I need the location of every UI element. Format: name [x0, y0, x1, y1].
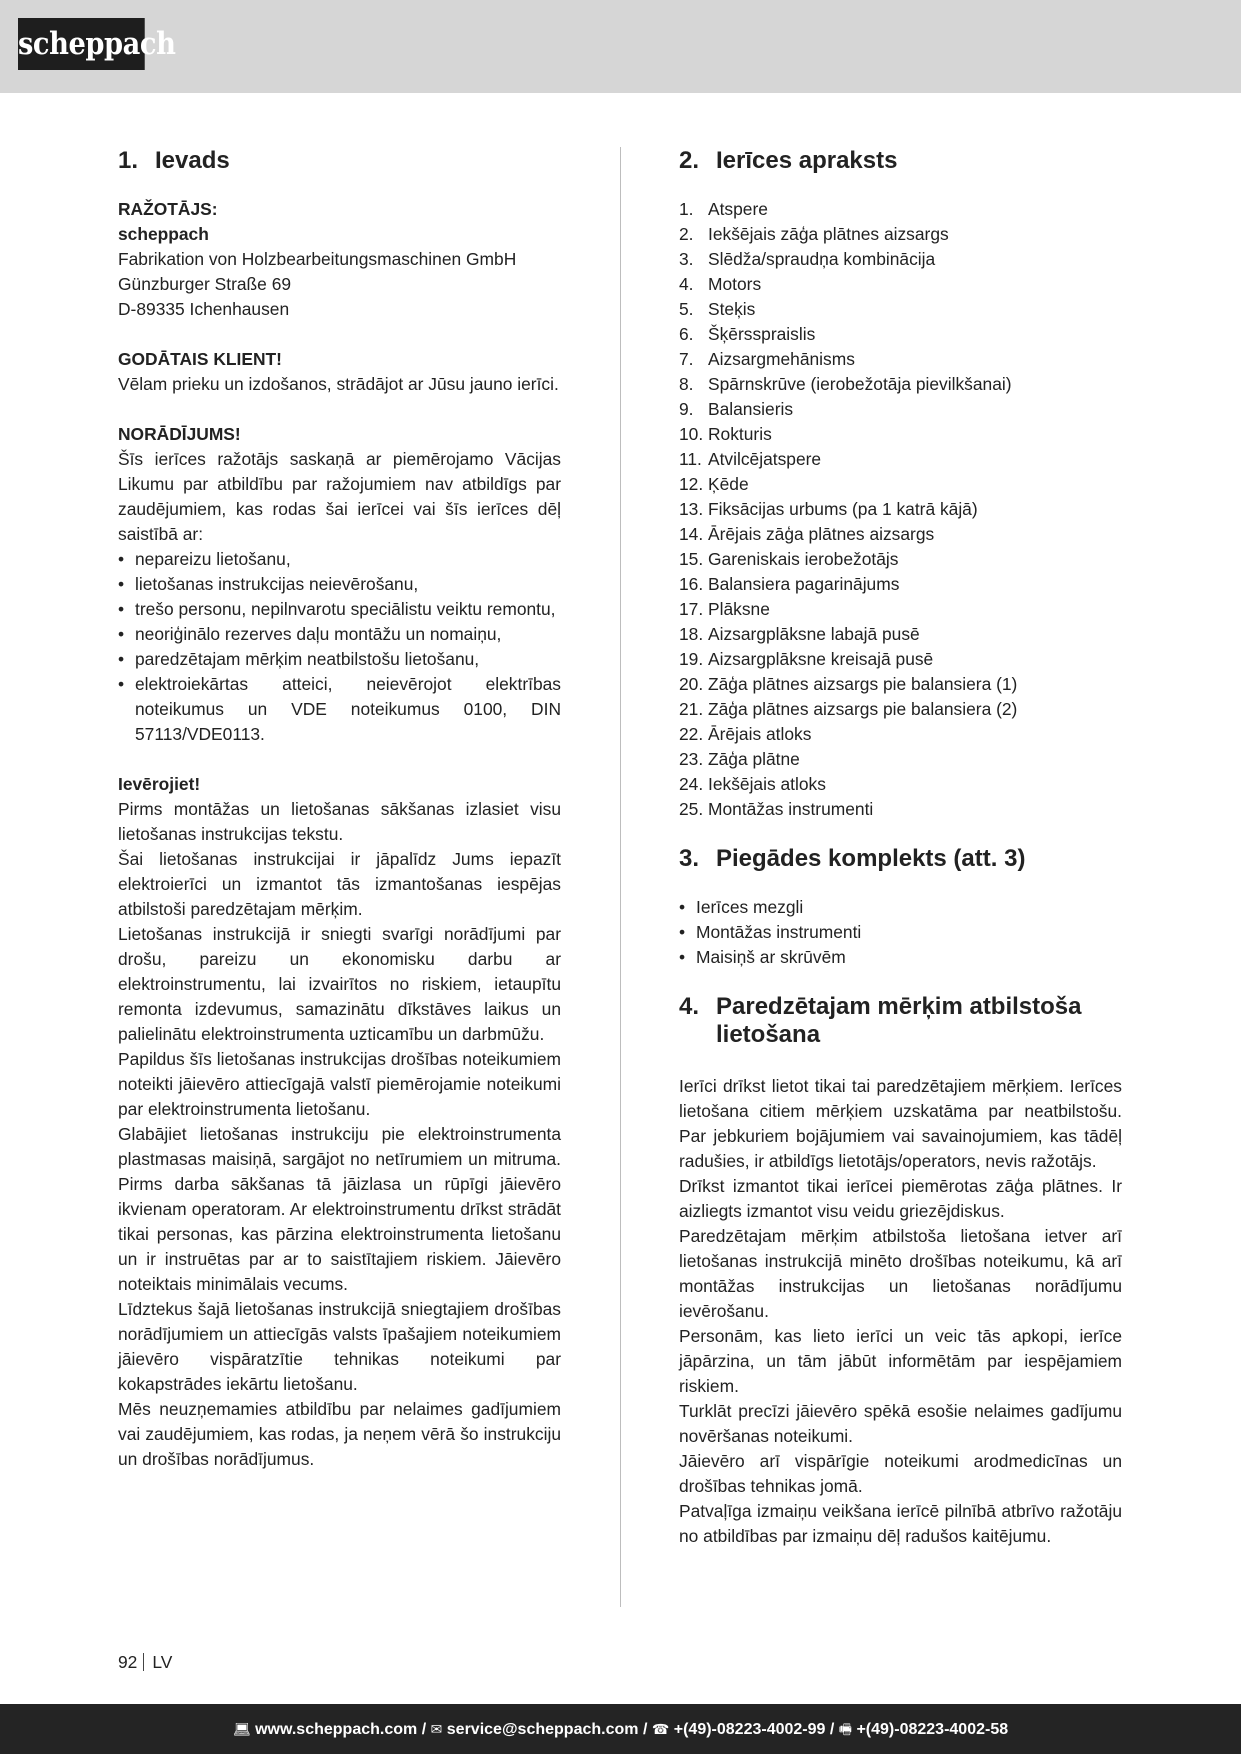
list-item: • paredzētajam mērķim neatbilstošu lietošanu, — [118, 647, 561, 672]
column-divider — [620, 147, 621, 1607]
notice-text: Šīs ierīces ražotājs saskaņā ar piemērojamo Vācijas Likumu par atbildību par ražojumiem nav atbildīgs par zaudējumiem, kas rodas šai ierīcei vai šīs ierīces dēļ saistībā ar: — [118, 449, 561, 544]
observe-paragraph: Šai lietošanas instrukcijai ir jāpalīdz Jums iepazīt elektroierīci un izmantot tās izmantošanas iespējas atbilstoši paredzētajam mērķim. — [118, 849, 561, 919]
parts-list — [679, 197, 1122, 822]
section-3-heading: 3. Piegādes komplekts (att. 3) — [679, 845, 1026, 872]
phone-icon: ☎ — [651, 1721, 670, 1737]
delivery-list — [679, 895, 1122, 970]
manufacturer-name: scheppach — [118, 224, 209, 244]
parts-list-item: 3. Slēdža/spraudņa kombinācija — [679, 249, 936, 269]
parts-list-item: 6. Šķērsspraislis — [679, 324, 816, 344]
manufacturer-label: RAŽOTĀJS: — [118, 199, 218, 219]
parts-list-item: 18. Aizsargplāksne labajā pusē — [679, 624, 920, 644]
list-item: • neoriģinālo rezerves daļu montāžu un nomaiņu, — [118, 622, 561, 647]
list-item: • Ierīces mezgli — [679, 895, 1122, 920]
usage-paragraph: Ierīci drīkst lietot tikai tai paredzētajiem mērķiem. Ierīces lietošana citiem mērķiem uzskatāma par neatbilstošu. Par jebkuriem bojājumiem vai savainojumiem, kas tādēļ radušies, ir atbildīgs lietotājs/operators, nevis ražotājs. — [679, 1076, 1122, 1171]
fax-icon: 🖷︎ — [838, 1721, 852, 1737]
parts-list-item: 21. Zāģa plātnes aizsargs pie balansiera (2) — [679, 699, 1018, 719]
list-item: • Maisiņš ar skrūvēm — [679, 945, 1122, 970]
parts-list-item: 16. Balansiera pagarinājums — [679, 574, 900, 594]
observe-paragraph: Mēs neuzņemamies atbildību par nelaimes gadījumiem vai zaudējumiem, kas rodas, ja neņem vērā šo instrukciju un drošības norādījumus. — [118, 1399, 561, 1469]
list-item: • Montāžas instrumenti — [679, 920, 1122, 945]
greeting-label: GODĀTAIS KLIENT! — [118, 349, 282, 369]
section-1-heading: 1. Ievads — [118, 147, 230, 174]
parts-list-item: 5. Steķis — [679, 299, 756, 319]
parts-list-item: 24. Iekšējais atloks — [679, 774, 826, 794]
observe-paragraph: Līdztekus šajā lietošanas instrukcijā sniegtajiem drošības norādījumiem un attiecīgās valsts īpašajiem noteikumiem jāievēro vispāratzītie tehnikas noteikumi par kokapstrādes iekārtu lietošanu. — [118, 1299, 561, 1394]
observe-paragraph: Pirms montāžas un lietošanas sākšanas izlasiet visu lietošanas instrukcijas tekstu. — [118, 799, 561, 844]
section-4-heading: 4. Paredzētajam mērķim atbilstoša lietošana — [679, 993, 1122, 1049]
usage-paragraph: Patvaļīga izmaiņu veikšana ierīcē pilnībā atbrīvo ražotāju no atbildības par izmaiņu dēļ radušos kaitējumu. — [679, 1501, 1122, 1546]
parts-list-item: 7. Aizsargmehānisms — [679, 349, 855, 369]
parts-list-item: 14. Ārējais zāģa plātnes aizsargs — [679, 524, 935, 544]
computer-icon: 💻︎ — [232, 1721, 251, 1737]
list-item: • elektroiekārtas atteici, neievērojot elektrības noteikumus un VDE noteikumus 0100, DIN 57113/VDE0113. — [118, 672, 561, 747]
parts-list-item: 12. Ķēde — [679, 474, 749, 494]
fax-number: +(49)-08223-4002-58 — [856, 1721, 1009, 1738]
usage-paragraph: Paredzētajam mērķim atbilstoša lietošana ietver arī lietošanas instrukcijā minēto drošības noteikumu, kā arī montāžas instrukcijas un lietošanas norādījumu ievērošanu. — [679, 1226, 1122, 1321]
address-line: D-89335 Ichenhausen — [118, 299, 290, 319]
parts-list-item: 20. Zāģa plātnes aizsargs pie balansiera (1) — [679, 674, 1018, 694]
parts-list-item: 1. Atspere — [679, 199, 768, 219]
phone-number: +(49)-08223-4002-99 — [673, 1721, 826, 1738]
address-line: Fabrikation von Holzbearbeitungsmaschinen GmbH — [118, 249, 517, 269]
section-2-heading: 2. Ierīces apraksts — [679, 147, 898, 174]
page-number: 92 LV — [118, 1652, 173, 1672]
left-column — [118, 147, 561, 1472]
right-column — [679, 147, 1122, 1549]
parts-list-item: 19. Aizsargplāksne kreisajā pusē — [679, 649, 934, 669]
observe-paragraph: Glabājiet lietošanas instrukciju pie elektroinstrumenta plastmasas maisiņā, sargājot no netīrumiem un mitruma. Pirms darba sākšanas tā jāizlasa un rūpīgi jāievēro ikvienam operatoram. Ar elektroinstrumentu drīkst strādāt tikai personas, kas pārzina elektroinstrumenta lietošanu un ir instruētas par ar to saistītajiem riskiem. Jāievēro noteiktais minimālais vecums. — [118, 1124, 561, 1294]
list-item: • nepareizu lietošanu, — [118, 547, 561, 572]
list-item: • lietošanas instrukcijas neievērošanu, — [118, 572, 561, 597]
website-link[interactable]: www.scheppach.com — [255, 1721, 418, 1738]
parts-list-item: 15. Gareniskais ierobežotājs — [679, 549, 899, 569]
parts-list-item: 9. Balansieris — [679, 399, 794, 419]
parts-list-item: 11. Atvilcējatspere — [679, 449, 822, 469]
parts-list-item: 8. Spārnskrūve (ierobežotāja pievilkšanai) — [679, 374, 1012, 394]
page-header — [0, 0, 1241, 93]
greeting-text: Vēlam prieku un izdošanos, strādājot ar Jūsu jauno ierīci. — [118, 374, 559, 394]
usage-paragraph: Jāievēro arī vispārīgie noteikumi arodmedicīnas un drošības tehnikas jomā. — [679, 1451, 1122, 1496]
usage-paragraph: Personām, kas lieto ierīci un veic tās apkopi, ierīce jāpārzina, un tām jābūt informētām par iespējamiem riskiem. — [679, 1326, 1122, 1396]
section-4-title-line2: lietošana — [716, 1021, 821, 1048]
scheppach-logo: scheppach — [18, 18, 145, 70]
observe-label: Ievērojiet! — [118, 774, 201, 794]
notice-label: NORĀDĪJUMS! — [118, 424, 241, 444]
parts-list-item: 17. Plāksne — [679, 599, 770, 619]
parts-list-item: 25. Montāžas instrumenti — [679, 799, 874, 819]
parts-list-item: 10. Rokturis — [679, 424, 772, 444]
parts-list-item: 2. Iekšējais zāģa plātnes aizsargs — [679, 224, 949, 244]
contact-bar: 💻︎ www.scheppach.com / ✉ service@scheppach.com / ☎ +(49)-08223-4002-99 / 🖷︎ +(49)-08223-4002-58 — [0, 1704, 1241, 1754]
address-line: Günzburger Straße 69 — [118, 274, 292, 294]
mail-icon: ✉ — [430, 1721, 443, 1737]
notice-list — [118, 547, 561, 747]
parts-list-item: 22. Ārējais atloks — [679, 724, 812, 744]
email-link[interactable]: service@scheppach.com — [446, 1721, 639, 1738]
parts-list-item: 23. Zāģa plātne — [679, 749, 800, 769]
list-item: • trešo personu, nepilnvarotu speciālistu veiktu remontu, — [118, 597, 561, 622]
usage-paragraph: Drīkst izmantot tikai ierīcei piemērotas zāģa plātnes. Ir aizliegts izmantot visu veidu griezējdiskus. — [679, 1176, 1122, 1221]
observe-paragraph: Lietošanas instrukcijā ir sniegti svarīgi norādījumi par drošu, pareizu un ekonomisku darbu ar elektroinstrumentu, lai izvairītos no riskiem, ietaupītu remonta izdevumus, samazinātu dīkstāves laikus un palielinātu elektroinstrumenta uzticamību un darbmūžu. — [118, 924, 561, 1044]
usage-paragraph: Turklāt precīzi jāievēro spēkā esošie nelaimes gadījumu novēršanas noteikumi. — [679, 1401, 1122, 1446]
parts-list-item: 13. Fiksācijas urbums (pa 1 katrā kājā) — [679, 499, 978, 519]
observe-paragraph: Papildus šīs lietošanas instrukcijas drošības noteikumiem noteikti jāievēro attiecīgajā valstī piemērojamie noteikumi par elektroinstrumenta lietošanu. — [118, 1049, 561, 1119]
section-4-title-line1: Paredzētajam mērķim atbilstoša — [716, 993, 1082, 1020]
parts-list-item: 4. Motors — [679, 274, 762, 294]
